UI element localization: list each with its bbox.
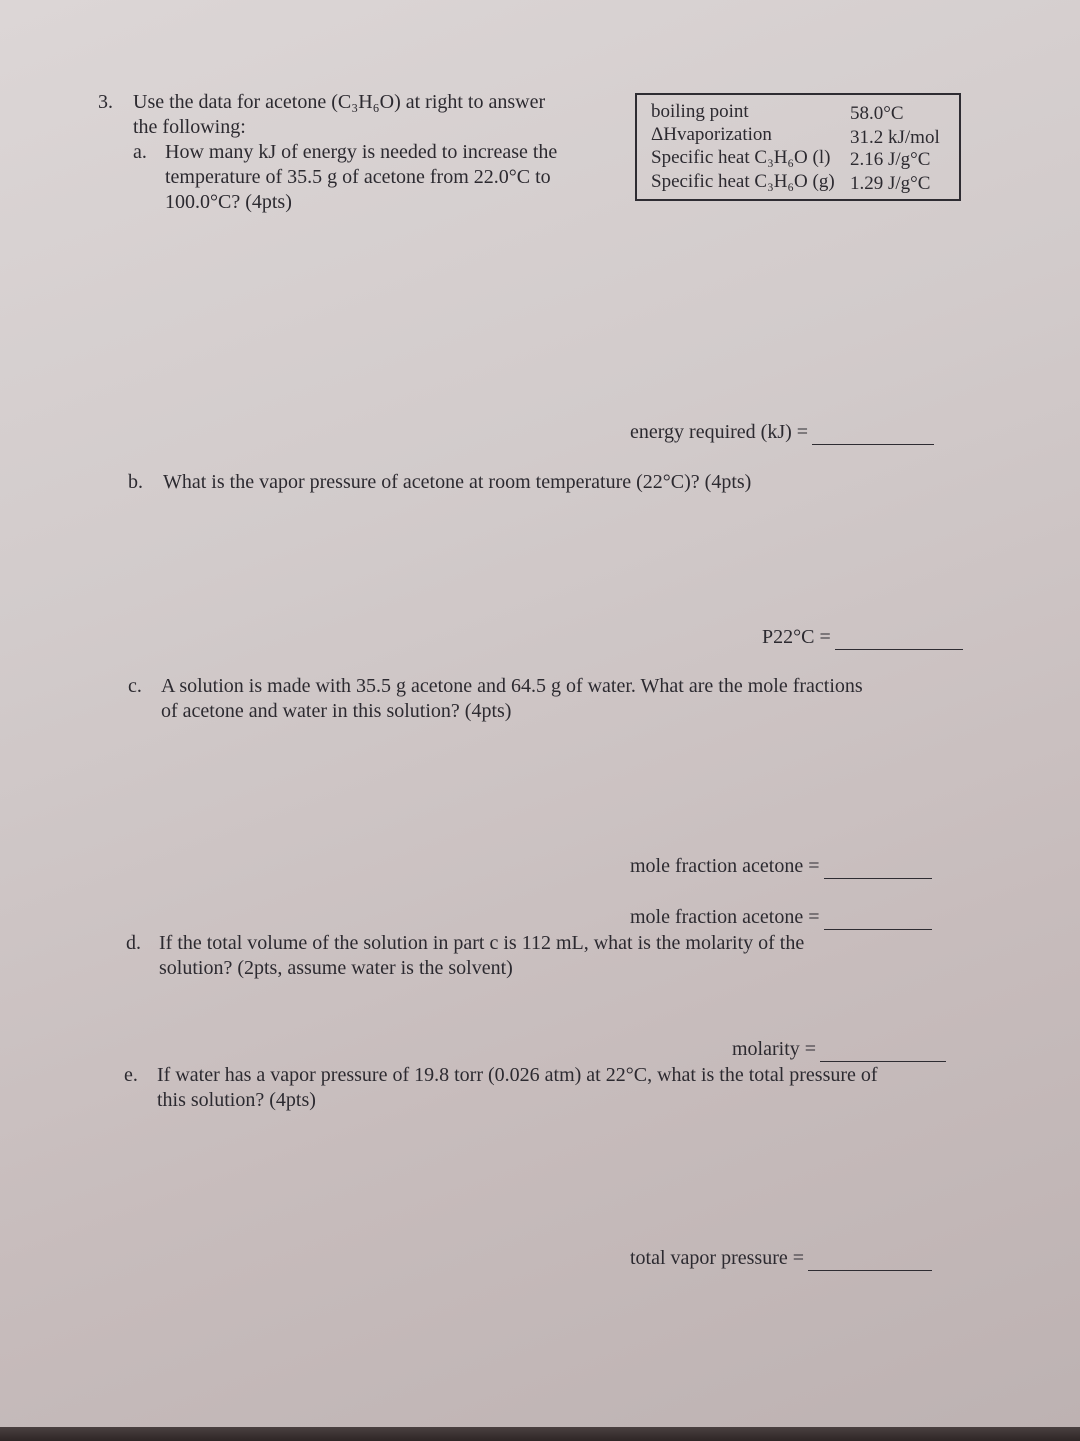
answer-e-blank[interactable] (808, 1252, 932, 1271)
part-a-letter: a. (133, 141, 147, 163)
part-d-letter: d. (126, 932, 141, 954)
data-value-cp-gas: 1.29 J/g°C (850, 173, 931, 194)
part-e-letter: e. (124, 1064, 138, 1086)
part-e-line2: this solution? (4pts) (157, 1089, 316, 1111)
part-c-line2: of acetone and water in this solution? (4pts) (161, 700, 512, 722)
part-a-line3: 100.0°C? (4pts) (165, 191, 292, 213)
question-intro-line2: the following: (133, 116, 246, 138)
data-value-boiling-point: 58.0°C (850, 103, 904, 124)
data-label-boiling-point: boiling point (651, 101, 749, 122)
acetone-data-table (635, 93, 961, 201)
part-e-line1: If water has a vapor pressure of 19.8 torr (0.026 atm) at 22°C, what is the total pressure of (157, 1064, 878, 1086)
answer-c-1-label: mole fraction acetone = (630, 855, 820, 877)
part-b-letter: b. (128, 471, 143, 493)
answer-c-1 (630, 854, 932, 879)
answer-c-2-blank[interactable] (824, 911, 932, 930)
answer-e (630, 1246, 932, 1271)
data-label-cp-gas: Specific heat C₃H₆O (g) (651, 171, 835, 192)
answer-a-label: energy required (kJ) = (630, 421, 809, 443)
part-b-line1: What is the vapor pressure of acetone at room temperature (22°C)? (4pts) (163, 471, 752, 493)
answer-c-1-blank[interactable] (824, 860, 932, 879)
answer-d-label: molarity = (732, 1038, 817, 1060)
data-value-hvap: 31.2 kJ/mol (850, 127, 940, 148)
part-a-line1: How many kJ of energy is needed to increase the (165, 141, 558, 163)
question-number: 3. (98, 91, 113, 113)
data-label-hvap: ΔHvaporization (651, 124, 772, 145)
part-d-line2: solution? (2pts, assume water is the solvent) (159, 957, 513, 979)
answer-a (630, 420, 934, 445)
part-d-line1: If the total volume of the solution in part c is 112 mL, what is the molarity of the (159, 932, 805, 954)
answer-d-blank[interactable] (820, 1043, 946, 1062)
answer-e-label: total vapor pressure = (630, 1247, 805, 1269)
part-a-line2: temperature of 35.5 g of acetone from 22.0°C to (165, 166, 551, 188)
question-intro-line1: Use the data for acetone (C₃H₆O) at right to answer (133, 91, 546, 113)
answer-c-2 (630, 905, 932, 930)
part-c-letter: c. (128, 675, 142, 697)
answer-b-blank[interactable] (835, 631, 963, 650)
answer-c-2-label: mole fraction acetone = (630, 906, 820, 928)
answer-d (732, 1037, 946, 1062)
data-label-cp-liquid: Specific heat C₃H₆O (l) (651, 147, 831, 168)
part-c-line1: A solution is made with 35.5 g acetone and 64.5 g of water. What are the mole fractions (161, 675, 863, 697)
desk-edge (0, 1427, 1080, 1441)
answer-a-blank[interactable] (812, 426, 934, 445)
answer-b-label: P22°C = (762, 626, 831, 648)
data-value-cp-liquid: 2.16 J/g°C (850, 149, 931, 170)
answer-b (762, 625, 963, 650)
